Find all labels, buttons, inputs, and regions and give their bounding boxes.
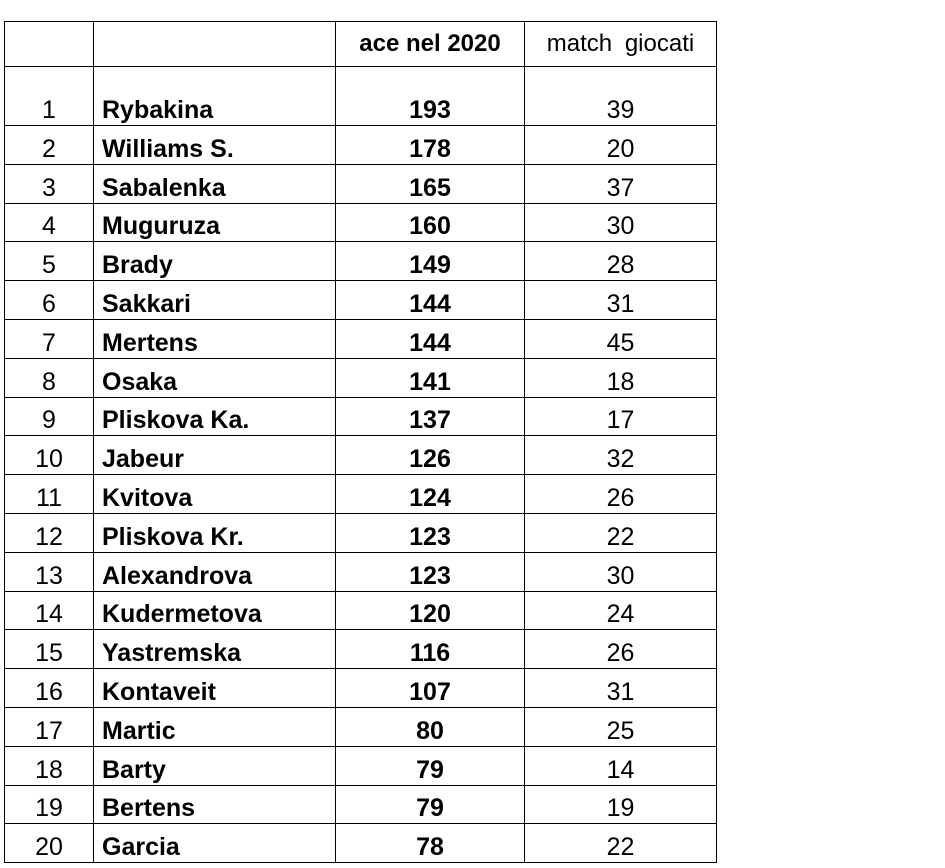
player-name-cell: Pliskova Kr. (94, 513, 336, 552)
aces-cell: 123 (336, 513, 525, 552)
player-name-cell: Pliskova Ka. (94, 397, 336, 436)
aces-cell: 124 (336, 475, 525, 514)
table-row (5, 824, 717, 863)
player-name-cell: Martic (94, 707, 336, 746)
matches-played-cell: 24 (525, 591, 717, 630)
rank-cell: 14 (5, 591, 94, 630)
player-name-cell: Brady (94, 242, 336, 281)
player-name-cell: Barty (94, 746, 336, 785)
player-name-cell: Kudermetova (94, 591, 336, 630)
table-row (5, 746, 717, 785)
rank-cell: 12 (5, 513, 94, 552)
player-name-cell: Williams S. (94, 126, 336, 165)
table-header-row (5, 22, 717, 67)
table-row (5, 475, 717, 514)
aces-cell: 79 (336, 785, 525, 824)
matches-played-cell: 31 (525, 669, 717, 708)
player-name-cell: Yastremska (94, 630, 336, 669)
aces-cell: 116 (336, 630, 525, 669)
player-name-cell: Sabalenka (94, 164, 336, 203)
table-row (5, 436, 717, 475)
table-row (5, 552, 717, 591)
player-name-cell: Kontaveit (94, 669, 336, 708)
matches-played-cell: 19 (525, 785, 717, 824)
matches-played-cell: 18 (525, 358, 717, 397)
rank-cell: 10 (5, 436, 94, 475)
aces-cell: 165 (336, 164, 525, 203)
rank-cell: 17 (5, 707, 94, 746)
player-name-cell: Jabeur (94, 436, 336, 475)
table-body (5, 67, 717, 863)
aces-cell: 107 (336, 669, 525, 708)
aces-cell: 193 (336, 67, 525, 126)
player-name-cell: Muguruza (94, 203, 336, 242)
matches-played-cell: 30 (525, 552, 717, 591)
matches-played-cell: 32 (525, 436, 717, 475)
rank-cell: 6 (5, 281, 94, 320)
matches-played-cell: 30 (525, 203, 717, 242)
aces-cell: 78 (336, 824, 525, 863)
player-name-cell: Alexandrova (94, 552, 336, 591)
table-row (5, 319, 717, 358)
player-name-cell: Osaka (94, 358, 336, 397)
rank-cell: 4 (5, 203, 94, 242)
aces-cell: 137 (336, 397, 525, 436)
aces-cell: 141 (336, 358, 525, 397)
table-row (5, 591, 717, 630)
table-row (5, 669, 717, 708)
player-name-cell: Garcia (94, 824, 336, 863)
table-row (5, 358, 717, 397)
matches-played-cell: 22 (525, 513, 717, 552)
aces-cell: 80 (336, 707, 525, 746)
rank-cell: 5 (5, 242, 94, 281)
table-row (5, 203, 717, 242)
rank-cell: 13 (5, 552, 94, 591)
player-name-cell: Rybakina (94, 67, 336, 126)
rank-cell: 3 (5, 164, 94, 203)
rank-cell: 19 (5, 785, 94, 824)
table-row (5, 126, 717, 165)
rank-cell: 9 (5, 397, 94, 436)
matches-played-cell: 25 (525, 707, 717, 746)
aces-cell: 79 (336, 746, 525, 785)
table-row (5, 630, 717, 669)
matches-played-cell: 22 (525, 824, 717, 863)
matches-played-cell: 39 (525, 67, 717, 126)
rank-cell: 2 (5, 126, 94, 165)
matches-played-cell: 14 (525, 746, 717, 785)
matches-played-cell: 17 (525, 397, 717, 436)
matches-played-cell: 37 (525, 164, 717, 203)
header-rank (5, 22, 94, 67)
player-name-cell: Kvitova (94, 475, 336, 514)
table-row (5, 281, 717, 320)
header-aces: ace nel 2020 (336, 22, 525, 67)
matches-played-cell: 26 (525, 630, 717, 669)
player-name-cell: Sakkari (94, 281, 336, 320)
table-row (5, 242, 717, 281)
aces-cell: 144 (336, 319, 525, 358)
aces-cell: 120 (336, 591, 525, 630)
table-row (5, 164, 717, 203)
matches-played-cell: 28 (525, 242, 717, 281)
rank-cell: 7 (5, 319, 94, 358)
matches-played-cell: 26 (525, 475, 717, 514)
aces-cell: 149 (336, 242, 525, 281)
aces-cell: 178 (336, 126, 525, 165)
player-name-cell: Bertens (94, 785, 336, 824)
player-name-cell: Mertens (94, 319, 336, 358)
table-row (5, 707, 717, 746)
rank-cell: 20 (5, 824, 94, 863)
aces-cell: 123 (336, 552, 525, 591)
table-row (5, 513, 717, 552)
header-matches: match giocati (525, 22, 717, 67)
aces-cell: 144 (336, 281, 525, 320)
matches-played-cell: 20 (525, 126, 717, 165)
aces-table (4, 21, 717, 863)
rank-cell: 18 (5, 746, 94, 785)
matches-played-cell: 31 (525, 281, 717, 320)
rank-cell: 8 (5, 358, 94, 397)
table-row (5, 397, 717, 436)
rank-cell: 15 (5, 630, 94, 669)
aces-cell: 126 (336, 436, 525, 475)
rank-cell: 1 (5, 67, 94, 126)
matches-played-cell: 45 (525, 319, 717, 358)
rank-cell: 11 (5, 475, 94, 514)
table-row (5, 785, 717, 824)
header-name (94, 22, 336, 67)
table-row (5, 67, 717, 126)
rank-cell: 16 (5, 669, 94, 708)
aces-cell: 160 (336, 203, 525, 242)
